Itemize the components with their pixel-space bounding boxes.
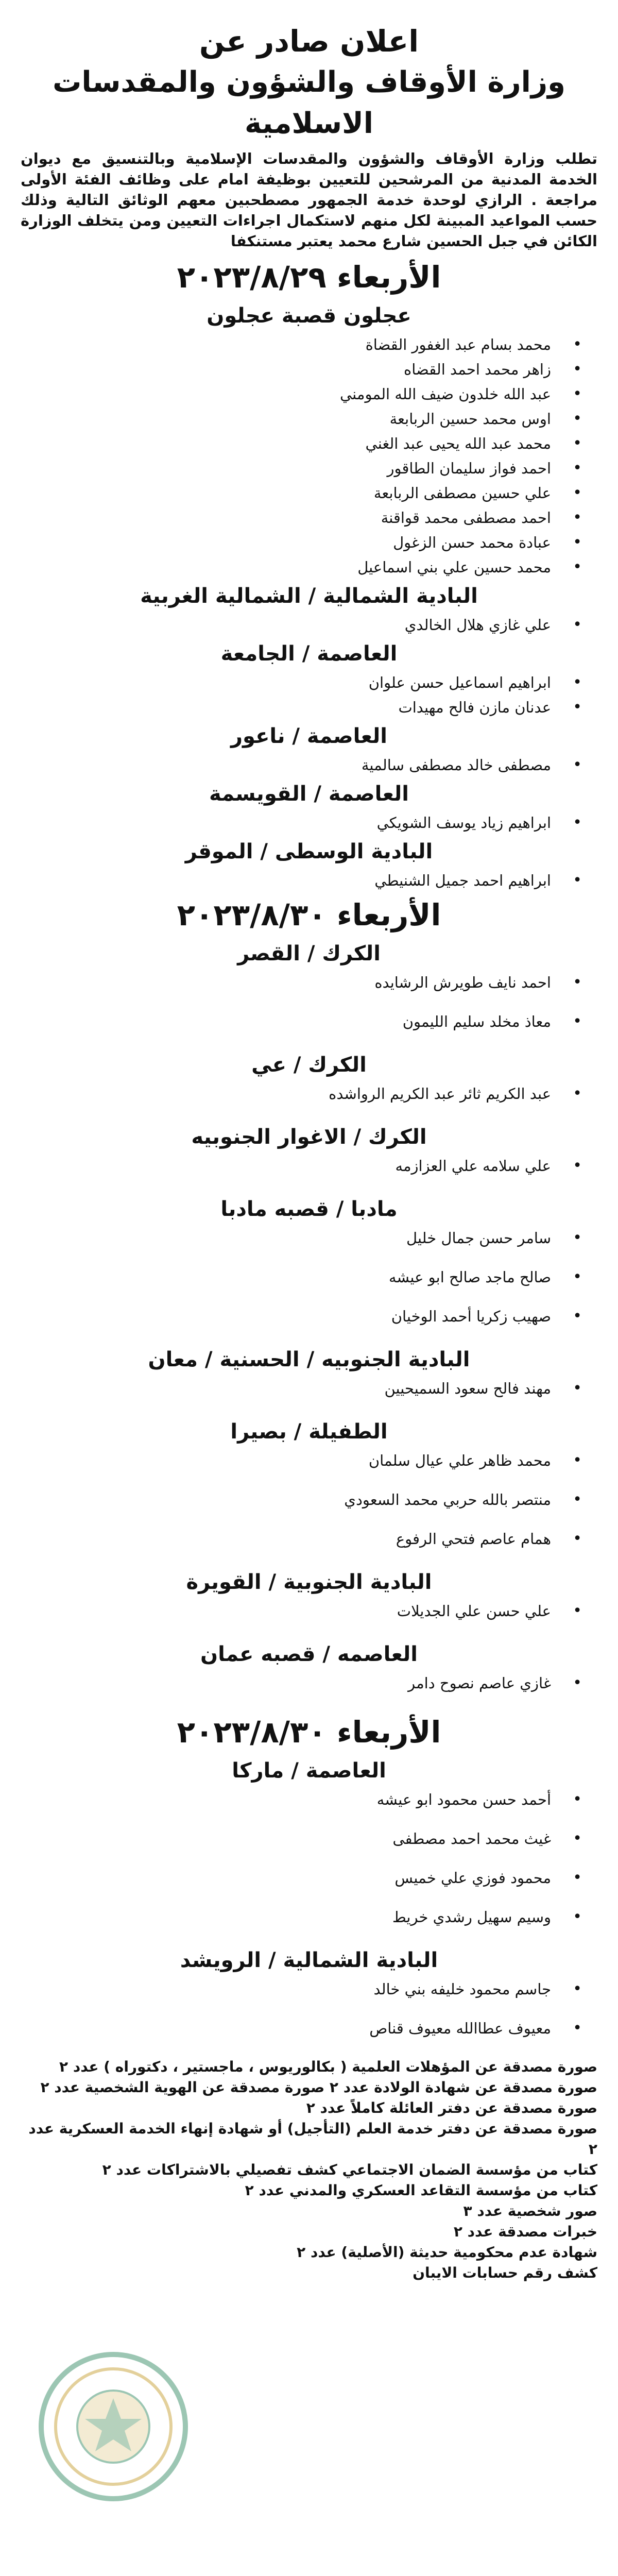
candidate-name: ابراهيم اسماعيل حسن علوان	[368, 674, 551, 691]
list-item	[21, 1600, 597, 1622]
candidate-name: صهيب زكريا أحمد الوخيان	[391, 1308, 551, 1325]
candidate-name: زاهر محمد احمد القضاه	[404, 361, 551, 378]
list-item	[21, 1227, 597, 1249]
list-item	[21, 1867, 597, 1889]
candidate-name: علي حسين مصطفى الربابعة	[373, 484, 551, 502]
candidate-name: محمد عبد الله يحيى عبد الغني	[365, 435, 551, 452]
list-item	[21, 408, 597, 430]
date-heading: الأربعاء ٢٠٢٣/٨/٣٠	[177, 897, 441, 933]
candidate-name: مهند فالح سعود السميحيين	[384, 1380, 551, 1397]
bullet-icon: •	[573, 1084, 582, 1103]
bullet-icon: •	[573, 509, 582, 527]
list-item	[21, 1672, 597, 1694]
document-item: خبرات مصدقة عدد ٢	[453, 2223, 597, 2240]
section-heading: عجلون قصبة عجلون	[207, 304, 411, 328]
bullet-icon: •	[573, 1908, 582, 1926]
names-list	[21, 614, 597, 636]
document-item: صورة مصدقة عن شهادة الولادة عدد ٢ صورة مصدقة عن الهوية الشخصية عدد ٢	[40, 2079, 597, 2096]
list-item	[21, 614, 597, 636]
names-list	[21, 870, 597, 891]
candidate-name: همام عاصم فتحي الرفوع	[396, 1530, 551, 1548]
list-item	[21, 532, 597, 553]
list-item	[21, 334, 597, 355]
list-item	[21, 1906, 597, 1928]
document-item: شهادة عدم محكومية حديثة (الأصلية) عدد ٢	[297, 2244, 597, 2261]
required-documents	[21, 2057, 597, 2283]
list-item	[21, 1789, 597, 1810]
bullet-icon: •	[573, 410, 582, 428]
bullet-icon: •	[573, 2019, 582, 2037]
schedule-groups	[21, 257, 597, 2039]
bullet-icon: •	[573, 1268, 582, 1286]
candidate-name: جاسم محمود خليفه بني خالد	[373, 1980, 551, 1998]
names-list	[21, 1600, 597, 1622]
list-item	[21, 359, 597, 380]
section-heading: العاصمة / ماركا	[232, 1759, 386, 1783]
names-list	[21, 754, 597, 776]
list-item	[21, 672, 597, 693]
bullet-icon: •	[573, 1490, 582, 1509]
candidate-name: عدنان مازن فالح مهيدات	[398, 699, 551, 716]
list-item	[21, 1378, 597, 1399]
names-list	[21, 812, 597, 834]
list-item	[21, 1450, 597, 1471]
list-item	[21, 812, 597, 834]
section-heading: الكرك / عي	[251, 1053, 367, 1077]
section-heading: الطفيلة / بصيرا	[230, 1420, 388, 1444]
bullet-icon: •	[573, 1869, 582, 1887]
bullet-icon: •	[573, 558, 582, 576]
names-list	[21, 672, 597, 718]
candidate-name: غيث محمد احمد مصطفى	[392, 1830, 551, 1848]
bullet-icon: •	[573, 698, 582, 716]
list-item	[21, 697, 597, 718]
candidate-name: عبادة محمد حسن الزغول	[393, 534, 551, 551]
list-item	[21, 433, 597, 454]
candidate-name: احمد فواز سليمان الطاقور	[387, 460, 551, 477]
section-heading: العاصمة / القويسمة	[209, 782, 409, 806]
names-list	[21, 1083, 597, 1105]
list-item	[21, 754, 597, 776]
bullet-icon: •	[573, 385, 582, 403]
bullet-icon: •	[573, 673, 582, 691]
bullet-icon: •	[573, 814, 582, 832]
section-heading: البادية الوسطى / الموقر	[185, 840, 433, 863]
section-heading: الكرك / الاغوار الجنوبيه	[191, 1125, 427, 1149]
names-list	[21, 1978, 597, 2039]
list-item	[21, 556, 597, 578]
bullet-icon: •	[573, 756, 582, 774]
list-item	[21, 1306, 597, 1327]
section-heading: العاصمة / الجامعة	[220, 642, 398, 666]
candidate-name: غازي عاصم نصوح دامر	[408, 1674, 551, 1692]
names-list	[21, 334, 597, 578]
bullet-icon: •	[573, 973, 582, 991]
candidate-name: محمود فوزي علي خميس	[394, 1869, 551, 1887]
names-list	[21, 1672, 597, 1694]
candidate-name: علي حسن علي الجديلات	[397, 1602, 551, 1620]
candidate-name: مصطفى خالد مصطفى سالمية	[361, 756, 551, 774]
names-list	[21, 1227, 597, 1327]
candidate-name: منتصر بالله حربي محمد السعودي	[344, 1491, 551, 1509]
candidate-name: معاذ مخلد سليم الليمون	[402, 1013, 551, 1030]
header-line-1: اعلان صادر عن	[199, 24, 419, 59]
document-item: صور شخصية عدد ٣	[463, 2202, 597, 2219]
candidate-name: محمد حسين علي بني اسماعيل	[357, 558, 551, 576]
list-item	[21, 1528, 597, 1550]
names-list	[21, 1450, 597, 1550]
candidate-name: أحمد حسن محمود ابو عيشه	[376, 1791, 551, 1808]
bullet-icon: •	[573, 434, 582, 452]
list-item	[21, 1489, 597, 1511]
bullet-icon: •	[573, 1530, 582, 1548]
document-item: كتاب من مؤسسة التقاعد العسكري والمدني عدد ٢	[245, 2182, 597, 2199]
header-line-2: وزارة الأوقاف والشؤون والمقدسات الاسلامية	[53, 65, 565, 140]
bullet-icon: •	[573, 616, 582, 634]
bullet-icon: •	[573, 1229, 582, 1247]
list-item	[21, 1011, 597, 1032]
list-item	[21, 1155, 597, 1177]
list-item	[21, 457, 597, 479]
section-heading: مادبا / قصبه مادبا	[220, 1197, 398, 1221]
candidate-name: عبد الكريم ثائر عبد الكريم الرواشده	[329, 1085, 551, 1103]
bullet-icon: •	[573, 335, 582, 353]
list-item	[21, 972, 597, 993]
bullet-icon: •	[573, 1307, 582, 1325]
document-item: صورة مصدقة عن دفتر خدمة العلم (التأجيل) أو شهادة إنهاء الخدمة العسكرية عدد ٢	[28, 2120, 597, 2158]
list-item	[21, 2018, 597, 2039]
bullet-icon: •	[573, 1451, 582, 1469]
candidate-name: معيوف عطاالله معيوف قناص	[369, 2020, 551, 2037]
candidate-name: اوس محمد حسين الربابعة	[389, 410, 551, 428]
candidate-name: وسيم سهيل رشدي خريط	[392, 1908, 551, 1926]
ministry-seal-watermark-icon	[36, 2349, 191, 2504]
list-item	[21, 507, 597, 529]
candidate-name: محمد بسام عبد الغفور القضاة	[365, 336, 551, 353]
names-list	[21, 1155, 597, 1177]
bullet-icon: •	[573, 871, 582, 889]
bullet-icon: •	[573, 1012, 582, 1030]
list-item	[21, 1978, 597, 2000]
bullet-icon: •	[573, 1674, 582, 1692]
bullet-icon: •	[573, 459, 582, 477]
bullet-icon: •	[573, 1790, 582, 1808]
candidate-name: ابراهيم احمد جميل الشنيطي	[374, 872, 551, 889]
bullet-icon: •	[573, 533, 582, 551]
document-item: كتاب من مؤسسة الضمان الاجتماعي كشف تفصيلي بالاشتراكات عدد ٢	[102, 2161, 597, 2178]
candidate-name: محمد ظاهر علي عيال سلمان	[368, 1452, 551, 1469]
section-heading: العاصمه / قصبه عمان	[200, 1642, 418, 1666]
intro-paragraph: تطلب وزارة الأوقاف والشؤون والمقدسات الإسلامية وبالتنسيق مع ديوان الخدمة المدنية من المرشحين للتعيين بوظيفة امام على وظائف الفئة الأولى مراجعة . الرازي لوحدة خدمة الجمهور مصطحبين معهم الوثائق التالية وذلك حسب المواعيد المبينة لكل منهم لاستكمال اجراءات التعيين ومن يتخلف الوزارة الكائن في جبل الحسين شارع محمد يعتبر مستنكفا	[21, 150, 597, 250]
list-item	[21, 383, 597, 405]
candidate-name: احمد مصطفى محمد قواقنة	[381, 509, 551, 527]
list-item	[21, 1083, 597, 1105]
section-heading: العاصمة / ناعور	[231, 724, 387, 748]
date-heading: الأربعاء ٢٠٢٣/٨/٢٩	[177, 260, 441, 295]
section-heading: البادية الجنوبية / القويرة	[186, 1570, 432, 1594]
section-heading: البادية الجنوبيه / الحسنية / معان	[148, 1348, 470, 1371]
bullet-icon: •	[573, 360, 582, 378]
candidate-name: علي سلامه علي العزازمه	[395, 1157, 551, 1175]
document-item: صورة مصدقة عن دفتر العائلة كاملاً عدد ٢	[306, 2099, 597, 2116]
bullet-icon: •	[573, 484, 582, 502]
names-list	[21, 972, 597, 1032]
section-heading: الكرك / القصر	[237, 942, 381, 965]
list-item	[21, 1828, 597, 1850]
bullet-icon: •	[573, 1829, 582, 1848]
names-list	[21, 1378, 597, 1399]
candidate-name: ابراهيم زياد يوسف الشويكي	[376, 814, 551, 832]
bullet-icon: •	[573, 1980, 582, 1998]
date-heading: الأربعاء ٢٠٢٣/٨/٣٠	[177, 1715, 441, 1750]
document-item: كشف رقم حسابات الايبان	[413, 2264, 597, 2281]
bullet-icon: •	[573, 1602, 582, 1620]
bullet-icon: •	[573, 1157, 582, 1175]
candidate-name: علي غازي هلال الخالدي	[404, 616, 551, 634]
candidate-name: احمد نايف طويرش الرشايده	[374, 974, 551, 991]
candidate-name: صالح ماجد صالح ابو عيشه	[388, 1268, 551, 1286]
bullet-icon: •	[573, 1379, 582, 1397]
list-item	[21, 1266, 597, 1288]
candidate-name: عبد الله خلدون ضيف الله المومني	[340, 385, 551, 403]
document-item: صورة مصدقة عن المؤهلات العلمية ( بكالوريوس ، ماجستير ، دكتوراه ) عدد ٢	[59, 2058, 597, 2075]
list-item	[21, 482, 597, 504]
list-item	[21, 870, 597, 891]
section-heading: البادية الشمالية / الشمالية الغربية	[140, 584, 478, 608]
names-list	[21, 1789, 597, 1928]
candidate-name: سامر حسن جمال خليل	[406, 1229, 551, 1247]
section-heading: البادية الشمالية / الرويشد	[180, 1948, 438, 1972]
